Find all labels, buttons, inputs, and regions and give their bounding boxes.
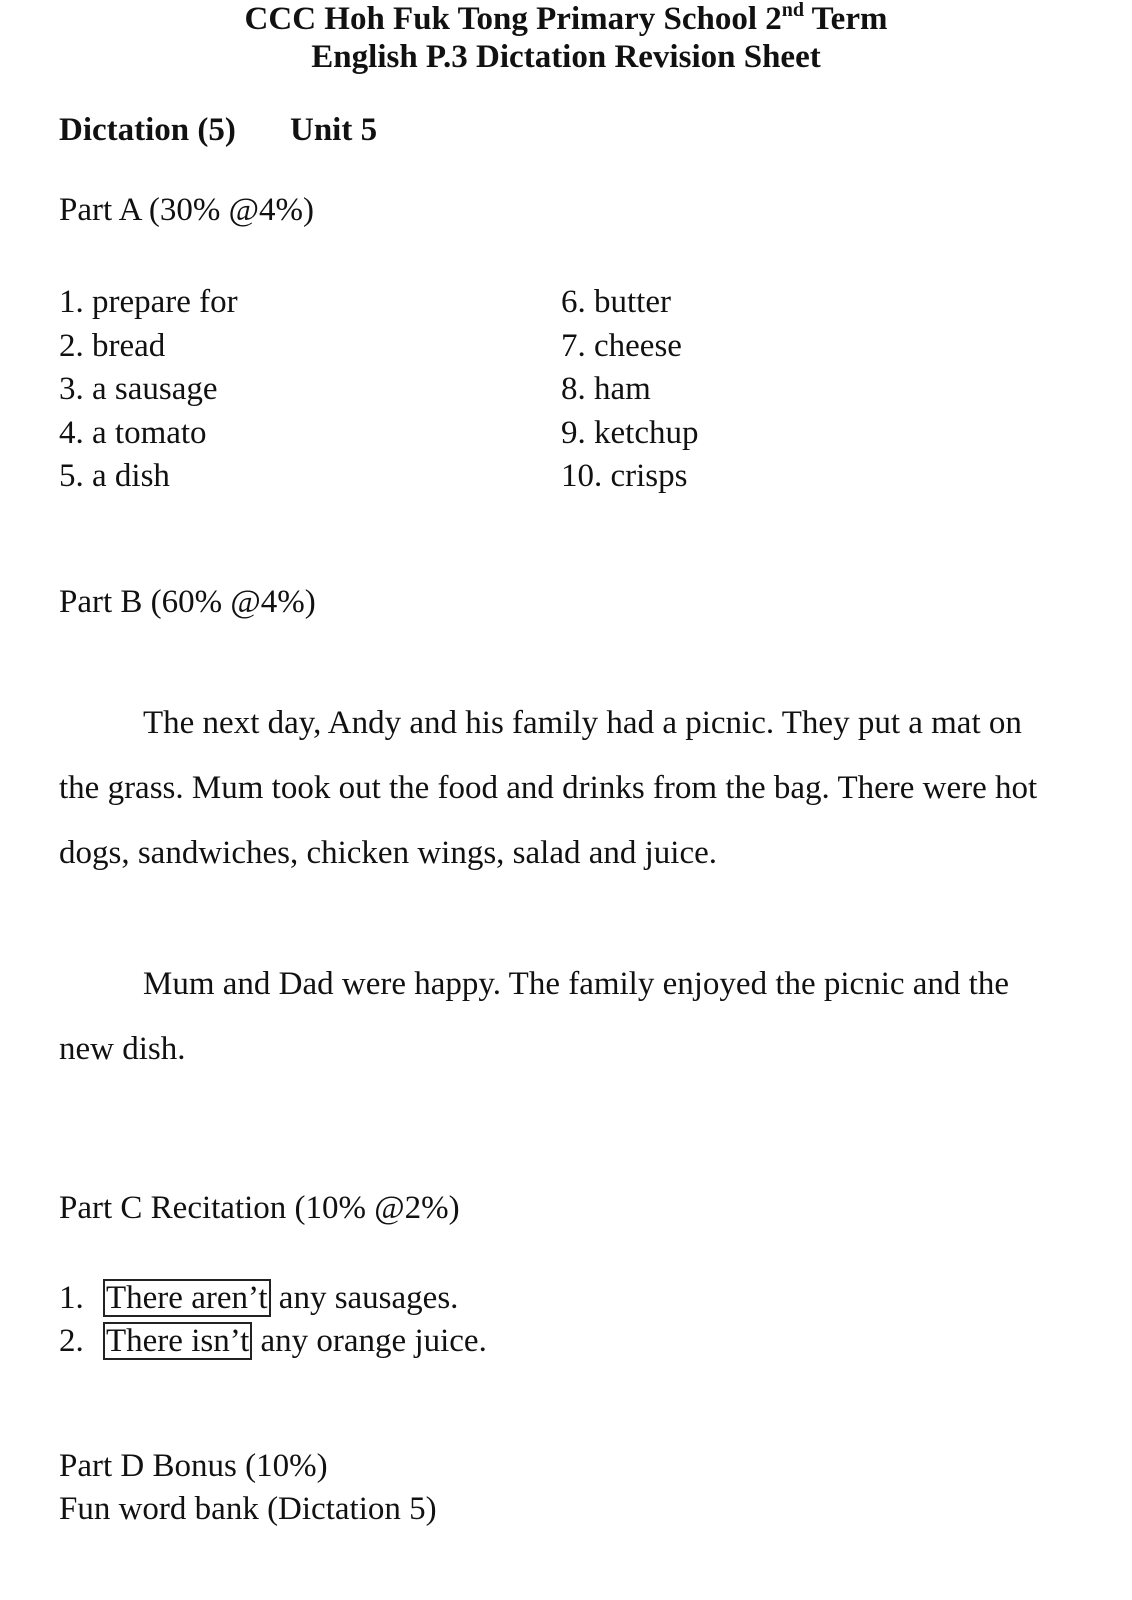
list-item: 7. cheese: [561, 327, 682, 364]
document-title-line1: CCC Hoh Fuk Tong Primary School 2nd Term: [244, 0, 888, 37]
part-a-heading: Part A (30% @4%): [59, 192, 314, 228]
part-d-subheading: Fun word bank (Dictation 5): [59, 1491, 437, 1527]
list-item: 6. butter: [561, 284, 671, 320]
list-item: 5. a dish: [59, 458, 170, 494]
list-item: 10. crisps: [561, 458, 688, 494]
part-b-heading: Part B (60% @4%): [59, 584, 316, 620]
document-title-line2: English P.3 Dictation Revision Sheet: [311, 39, 821, 75]
dictation-label: Dictation (5): [59, 112, 236, 148]
list-item: 1. prepare for: [59, 284, 238, 320]
boxed-phrase: There isn’t: [103, 1322, 252, 1360]
item-number: 2.: [59, 1323, 84, 1359]
passage-paragraph-1: The next day, Andy and his family had a picnic. They put a mat on the grass. Mum took out the food and drinks from the bag. There were hot dogs, sandwiches, chicken wings, salad and juice.: [59, 705, 1038, 871]
list-item: 4. a tomato: [59, 414, 207, 451]
recitation-item: [59, 1320, 487, 1363]
list-item: 8. ham: [561, 371, 651, 407]
boxed-phrase: There aren’t: [103, 1279, 271, 1317]
list-item: 9. ketchup: [561, 414, 699, 451]
sentence-rest: any orange juice.: [252, 1323, 487, 1359]
unit-label: Unit 5: [290, 112, 378, 148]
list-item: 3. a sausage: [59, 371, 218, 407]
sentence-rest: any sausages.: [270, 1280, 459, 1316]
part-a-list-left: [59, 281, 238, 499]
recitation-item: [59, 1277, 487, 1320]
list-item: 2. bread: [59, 327, 166, 364]
part-d-heading: Part D Bonus (10%): [59, 1448, 328, 1484]
part-a-list-right: [561, 281, 698, 499]
item-number: 1.: [59, 1280, 84, 1316]
part-c-heading: Part C Recitation (10% @2%): [59, 1190, 460, 1226]
passage-paragraph-2: Mum and Dad were happy. The family enjoyed the picnic and the new dish.: [59, 966, 1009, 1067]
part-c-list: [59, 1277, 487, 1363]
